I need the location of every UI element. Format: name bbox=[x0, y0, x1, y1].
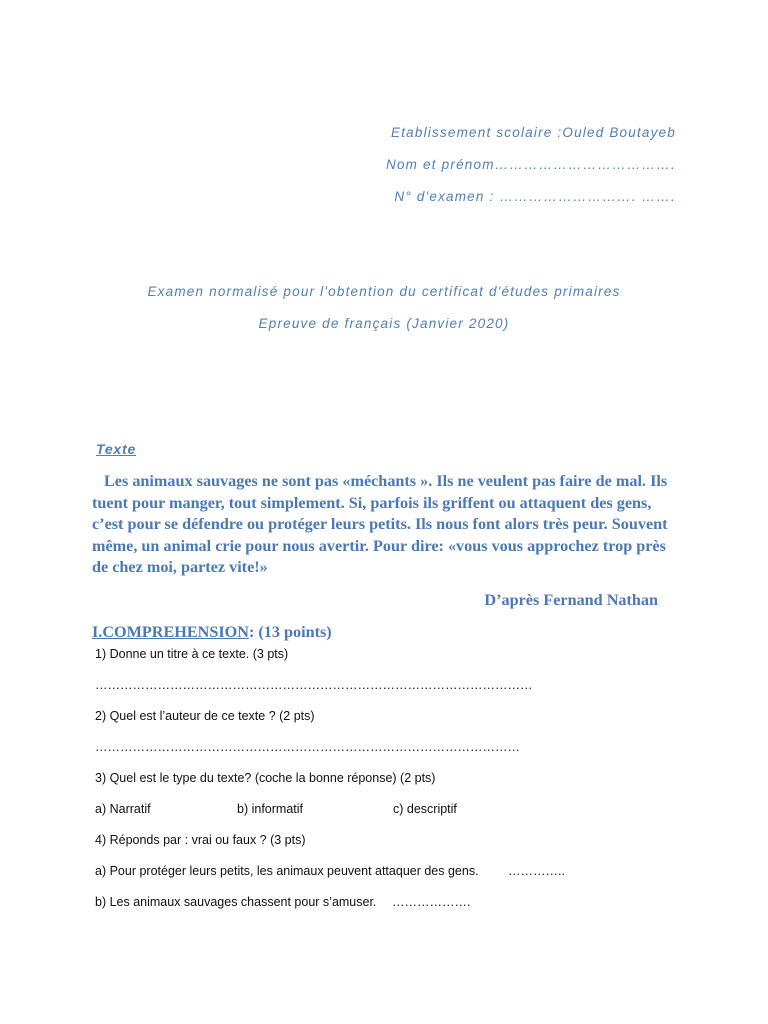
option-descriptif: c) descriptif bbox=[393, 802, 457, 816]
question-3: 3) Quel est le type du texte? (coche la bonne réponse) (2 pts) bbox=[95, 771, 436, 785]
exam-subject: Epreuve de français (Janvier 2020) bbox=[258, 316, 510, 331]
question-3-options bbox=[95, 802, 655, 818]
comprehension-points: : (13 points) bbox=[248, 623, 332, 641]
exam-title: Examen normalisé pour l'obtention du certificat d'études primaires bbox=[147, 284, 621, 299]
comprehension-title: I.COMPREHENSION bbox=[92, 623, 249, 641]
school-name: Etablissement scolaire :Ouled Boutayeb bbox=[391, 125, 676, 140]
question-4b bbox=[95, 895, 655, 911]
exam-number-field: N° d'examen : ………………………. ……. bbox=[394, 189, 676, 204]
passage-source: D’après Fernand Nathan bbox=[484, 591, 658, 609]
question-4b-blank: ………………. bbox=[392, 895, 471, 909]
question-1-answer-line: …………………………………………………………………………………………… bbox=[95, 678, 533, 692]
reading-passage: Les animaux sauvages ne sont pas «méchants ». Ils ne veulent pas faire de mal. Ils tuent pour manger, tout simplement. Si, parfois ils griffent ou attaquent des gens, c’est pour se défendre ou protéger leurs petits. Ils nous font alors très peur. Souvent même, un animal crie pour nous avertir. Pour dire: «vous vous approchez trop près de chez moi, partez vite!» bbox=[92, 472, 668, 576]
question-2: 2) Quel est l’auteur de ce texte ? (2 pts) bbox=[95, 709, 315, 723]
comprehension-heading bbox=[92, 623, 332, 642]
question-2-answer-line: ………………………………………………………………………………………… bbox=[95, 740, 520, 754]
student-name-field: Nom et prénom………………………………. bbox=[386, 157, 676, 172]
option-narratif: a) Narratif bbox=[95, 802, 151, 816]
question-4: 4) Réponds par : vrai ou faux ? (3 pts) bbox=[95, 833, 306, 847]
question-4a-statement: a) Pour protéger leurs petits, les animaux peuvent attaquer des gens. bbox=[95, 864, 479, 878]
option-informatif: b) informatif bbox=[237, 802, 303, 816]
question-1: 1) Donne un titre à ce texte. (3 pts) bbox=[95, 647, 289, 661]
question-4a bbox=[95, 864, 655, 880]
text-heading: Texte bbox=[96, 441, 137, 457]
question-4a-blank: ………….. bbox=[508, 864, 565, 878]
question-4b-statement: b) Les animaux sauvages chassent pour s’amuser. bbox=[95, 895, 377, 909]
